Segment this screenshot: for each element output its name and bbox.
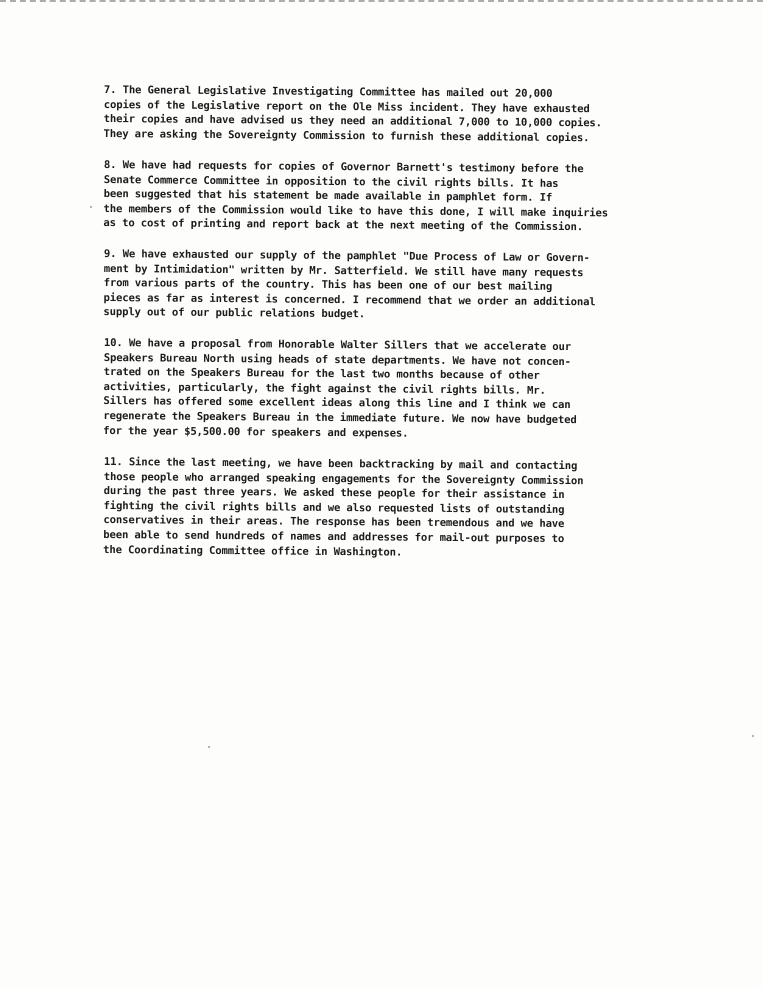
paragraph-7: 7. The General Legislative Investigating Committee has mailed out 20,000 copies of the Legislative report on the Ole Miss incident. They have exhausted their copies and have advised us they need an additional 7,000 to 10,000 copies. They are asking the Sovereignty Commission to furnish these additional copies. bbox=[103, 83, 602, 145]
paragraph-11: 11. Since the last meeting, we have been backtracking by mail and contacting those people who arranged speaking engagements for the Sovereignty Commission during the past three years. We asked these people for their assistance in fighting the civil rights bills and we also requested lists of outstanding conservatives in their areas. The response has been tremendous and we have been able to send hundreds of names and addresses for mail-out purposes to the Coordinating Committee office in Washington. bbox=[103, 455, 584, 559]
paper-speck bbox=[208, 746, 210, 748]
page-top-edge bbox=[0, 0, 763, 5]
paragraph-8: 8. We have had requests for copies of Governor Barnett's testimony before the Senate Commerce Committee in opposition to the civil rights bills. It has been suggested that his statement be made available in pamphlet form. If the members of the Commission would like to have this done, I will make inquiries as to cost of printing and report back at the next meeting of the Commission. bbox=[103, 158, 609, 234]
paper-speck bbox=[90, 206, 92, 208]
paragraph-10: 10. We have a proposal from Honorable Walter Sillers that we accelerate our Speakers Bureau North using heads of state departments. We have not concen- trated on the Speakers Bureau for the last two months because of other activities, particularly, the fight against the civil rights bills. Mr. Sillers has offered some excellent ideas along this line and I think we can regenerate the Speakers Bureau in the immediate future. We now have budgeted for the year $5,500.00 for speakers and expenses. bbox=[103, 336, 577, 440]
paper-speck bbox=[752, 735, 754, 737]
paragraph-9: 9. We have exhausted our supply of the pamphlet "Due Process of Law or Govern- ment by Intimidation" written by Mr. Satterfield. We still have many requests from various parts of the country. This has been one of our best mailing pieces as far as interest is concerned. I recommend that we order an additional supply out of our public relations budget. bbox=[103, 247, 596, 321]
